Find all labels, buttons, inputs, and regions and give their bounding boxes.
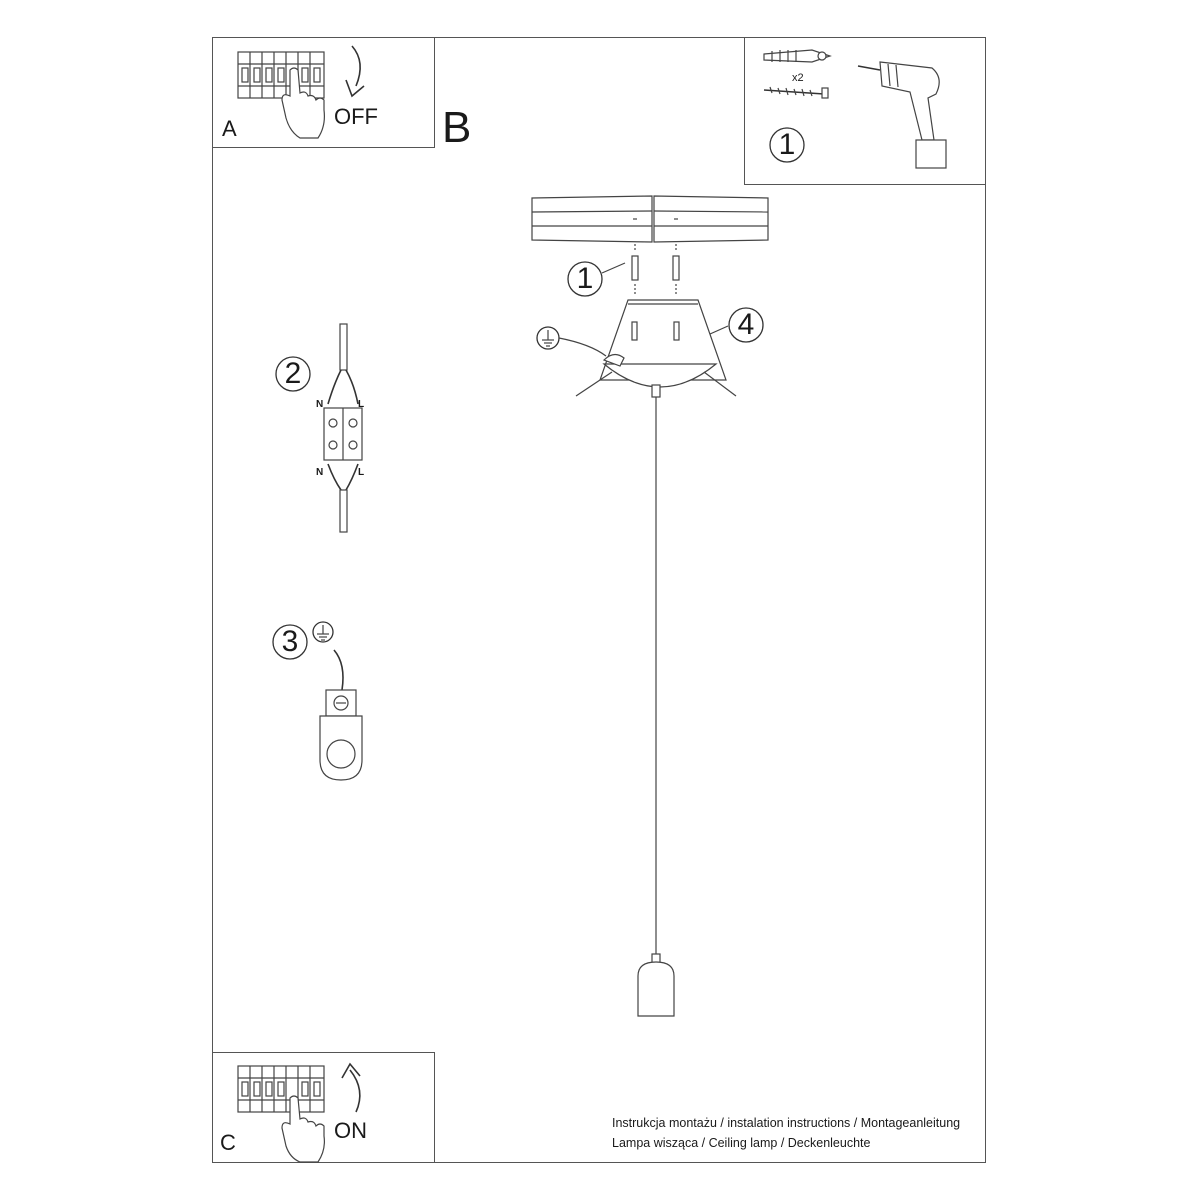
ground-symbol-icon-canopy [537,327,606,356]
terminal-bottom-l-label: L [358,467,365,478]
plug-pair-icon [632,256,679,296]
terminal-top-n-label: N [316,399,324,410]
quantity-label: x2 [792,72,804,84]
step-number-cover: 4 [737,308,755,341]
ground-symbol-icon [313,622,333,642]
step-number-ground: 3 [281,625,299,658]
footer-product-name: Lampa wisząca / Ceiling lamp / Deckenleuchte [612,1136,871,1150]
wire-connector-icon [324,324,365,532]
ground-terminal-icon [320,690,362,780]
step-number-tools: 1 [778,128,796,161]
arrow-up-icon [342,1064,360,1112]
lamp-shade-icon [638,954,674,1016]
screw-icon [764,87,828,98]
ceiling-beam-icon [532,196,768,242]
breaker-panel-icon-a [238,52,324,98]
footer-instructions-title: Instrukcja montażu / instalation instructions / Montageanleitung [612,1116,961,1130]
switch-on-label: ON [334,1118,367,1143]
panel-a-letter: A [222,116,237,141]
terminal-top-l-label: L [358,399,365,410]
wall-plug-icon [764,50,830,62]
terminal-bottom-n-label: N [316,467,324,478]
step-number-mount: 1 [576,262,594,295]
switch-off-label: OFF [334,104,378,129]
panel-b-letter: B [442,103,472,152]
panel-c-letter: C [220,1130,236,1155]
arrow-down-icon [346,46,364,96]
drill-icon [858,62,946,168]
breaker-panel-icon-c [238,1066,324,1112]
canopy-icon [576,300,736,397]
step-number-wires: 2 [284,357,302,390]
